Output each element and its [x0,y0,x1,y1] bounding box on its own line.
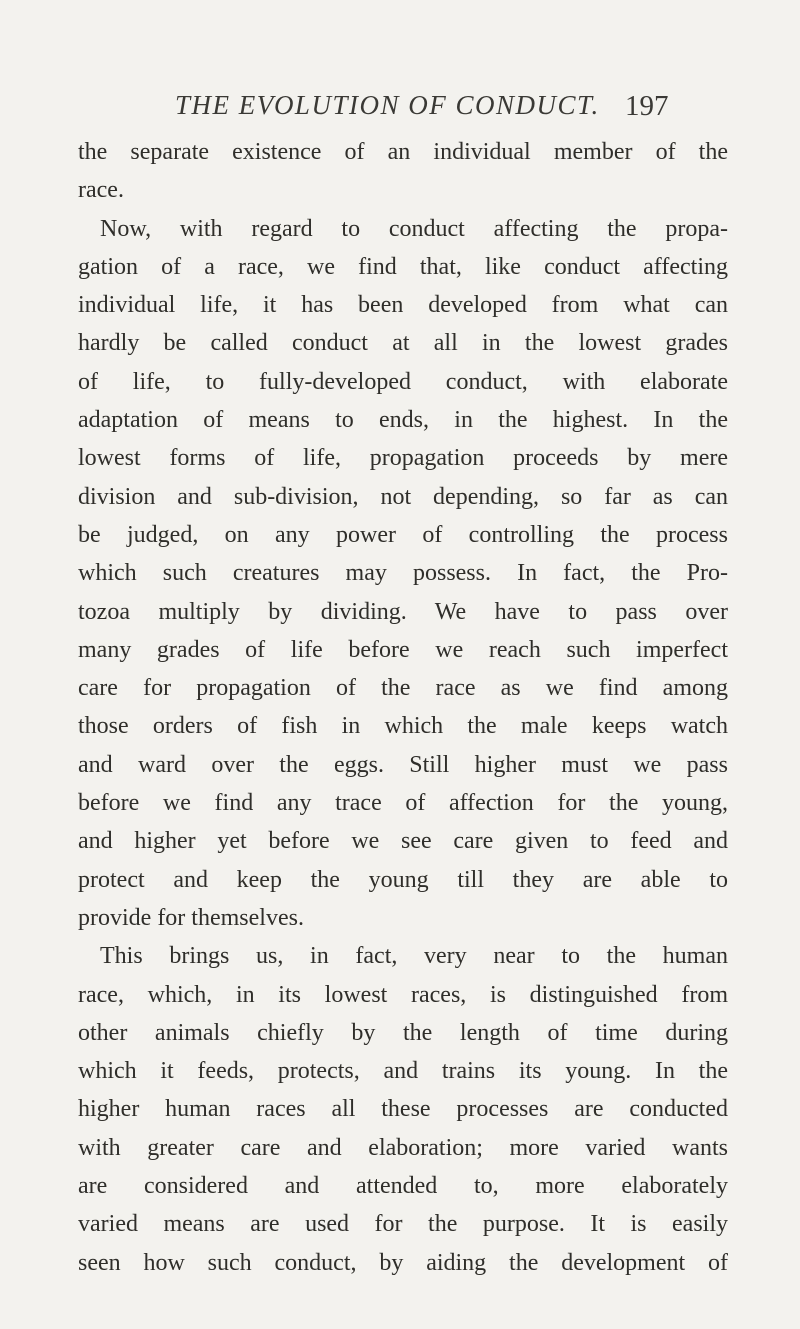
text-line: with greater care and elaboration; more varied wants [78,1134,728,1161]
body-text [78,133,728,1282]
text-line: seen how such conduct, by aiding the development of [78,1249,728,1276]
text-line: hardly be called conduct at all in the lowest grades [78,330,728,357]
text-line: care for propagation of the race as we find among [78,675,728,702]
text-line: higher human races all these processes are conducted [78,1096,728,1123]
text-line: of life, to fully-developed conduct, with elaborate [78,368,728,395]
text-line: division and sub-division, not depending, so far as can [78,483,728,510]
text-line: gation of a race, we find that, like conduct affecting [78,253,728,280]
text-line: tozoa multiply by dividing. We have to pass over [78,598,728,625]
text-line: many grades of life before we reach such imperfect [78,636,728,663]
page-header [0,90,800,130]
page-number: 197 [625,90,669,122]
text-line: other animals chiefly by the length of time during [78,1019,728,1046]
text-line: before we find any trace of affection for the young, [78,790,728,817]
text-line: individual life, it has been developed from what can [78,292,728,319]
text-line: are considered and attended to, more elaborately [78,1173,728,1200]
text-line: race, which, in its lowest races, is distinguished from [78,981,728,1008]
text-line: protect and keep the young till they are able to [78,866,728,893]
text-line: the separate existence of an individual member of the [78,139,728,165]
text-line: lowest forms of life, propagation proceeds by mere [78,445,728,472]
text-line: those orders of fish in which the male keeps watch [78,713,728,740]
text-line: and higher yet before we see care given to feed and [78,828,728,855]
text-line: varied means are used for the purpose. It is easily [78,1211,728,1238]
text-line: and ward over the eggs. Still higher must we pass [78,751,728,778]
text-line: adaptation of means to ends, in the highest. In the [78,407,728,434]
running-title: THE EVOLUTION OF CONDUCT. [175,90,600,120]
text-line: race. [78,177,124,204]
text-line: which such creatures may possess. In fact, the Pro- [78,560,728,587]
text-line: provide for themselves. [78,904,304,931]
text-line: This brings us, in fact, very near to the human [100,943,728,970]
text-line: be judged, on any power of controlling the process [78,521,728,548]
text-line: which it feeds, protects, and trains its young. In the [78,1058,728,1085]
text-line: Now, with regard to conduct affecting the propa- [100,215,728,242]
